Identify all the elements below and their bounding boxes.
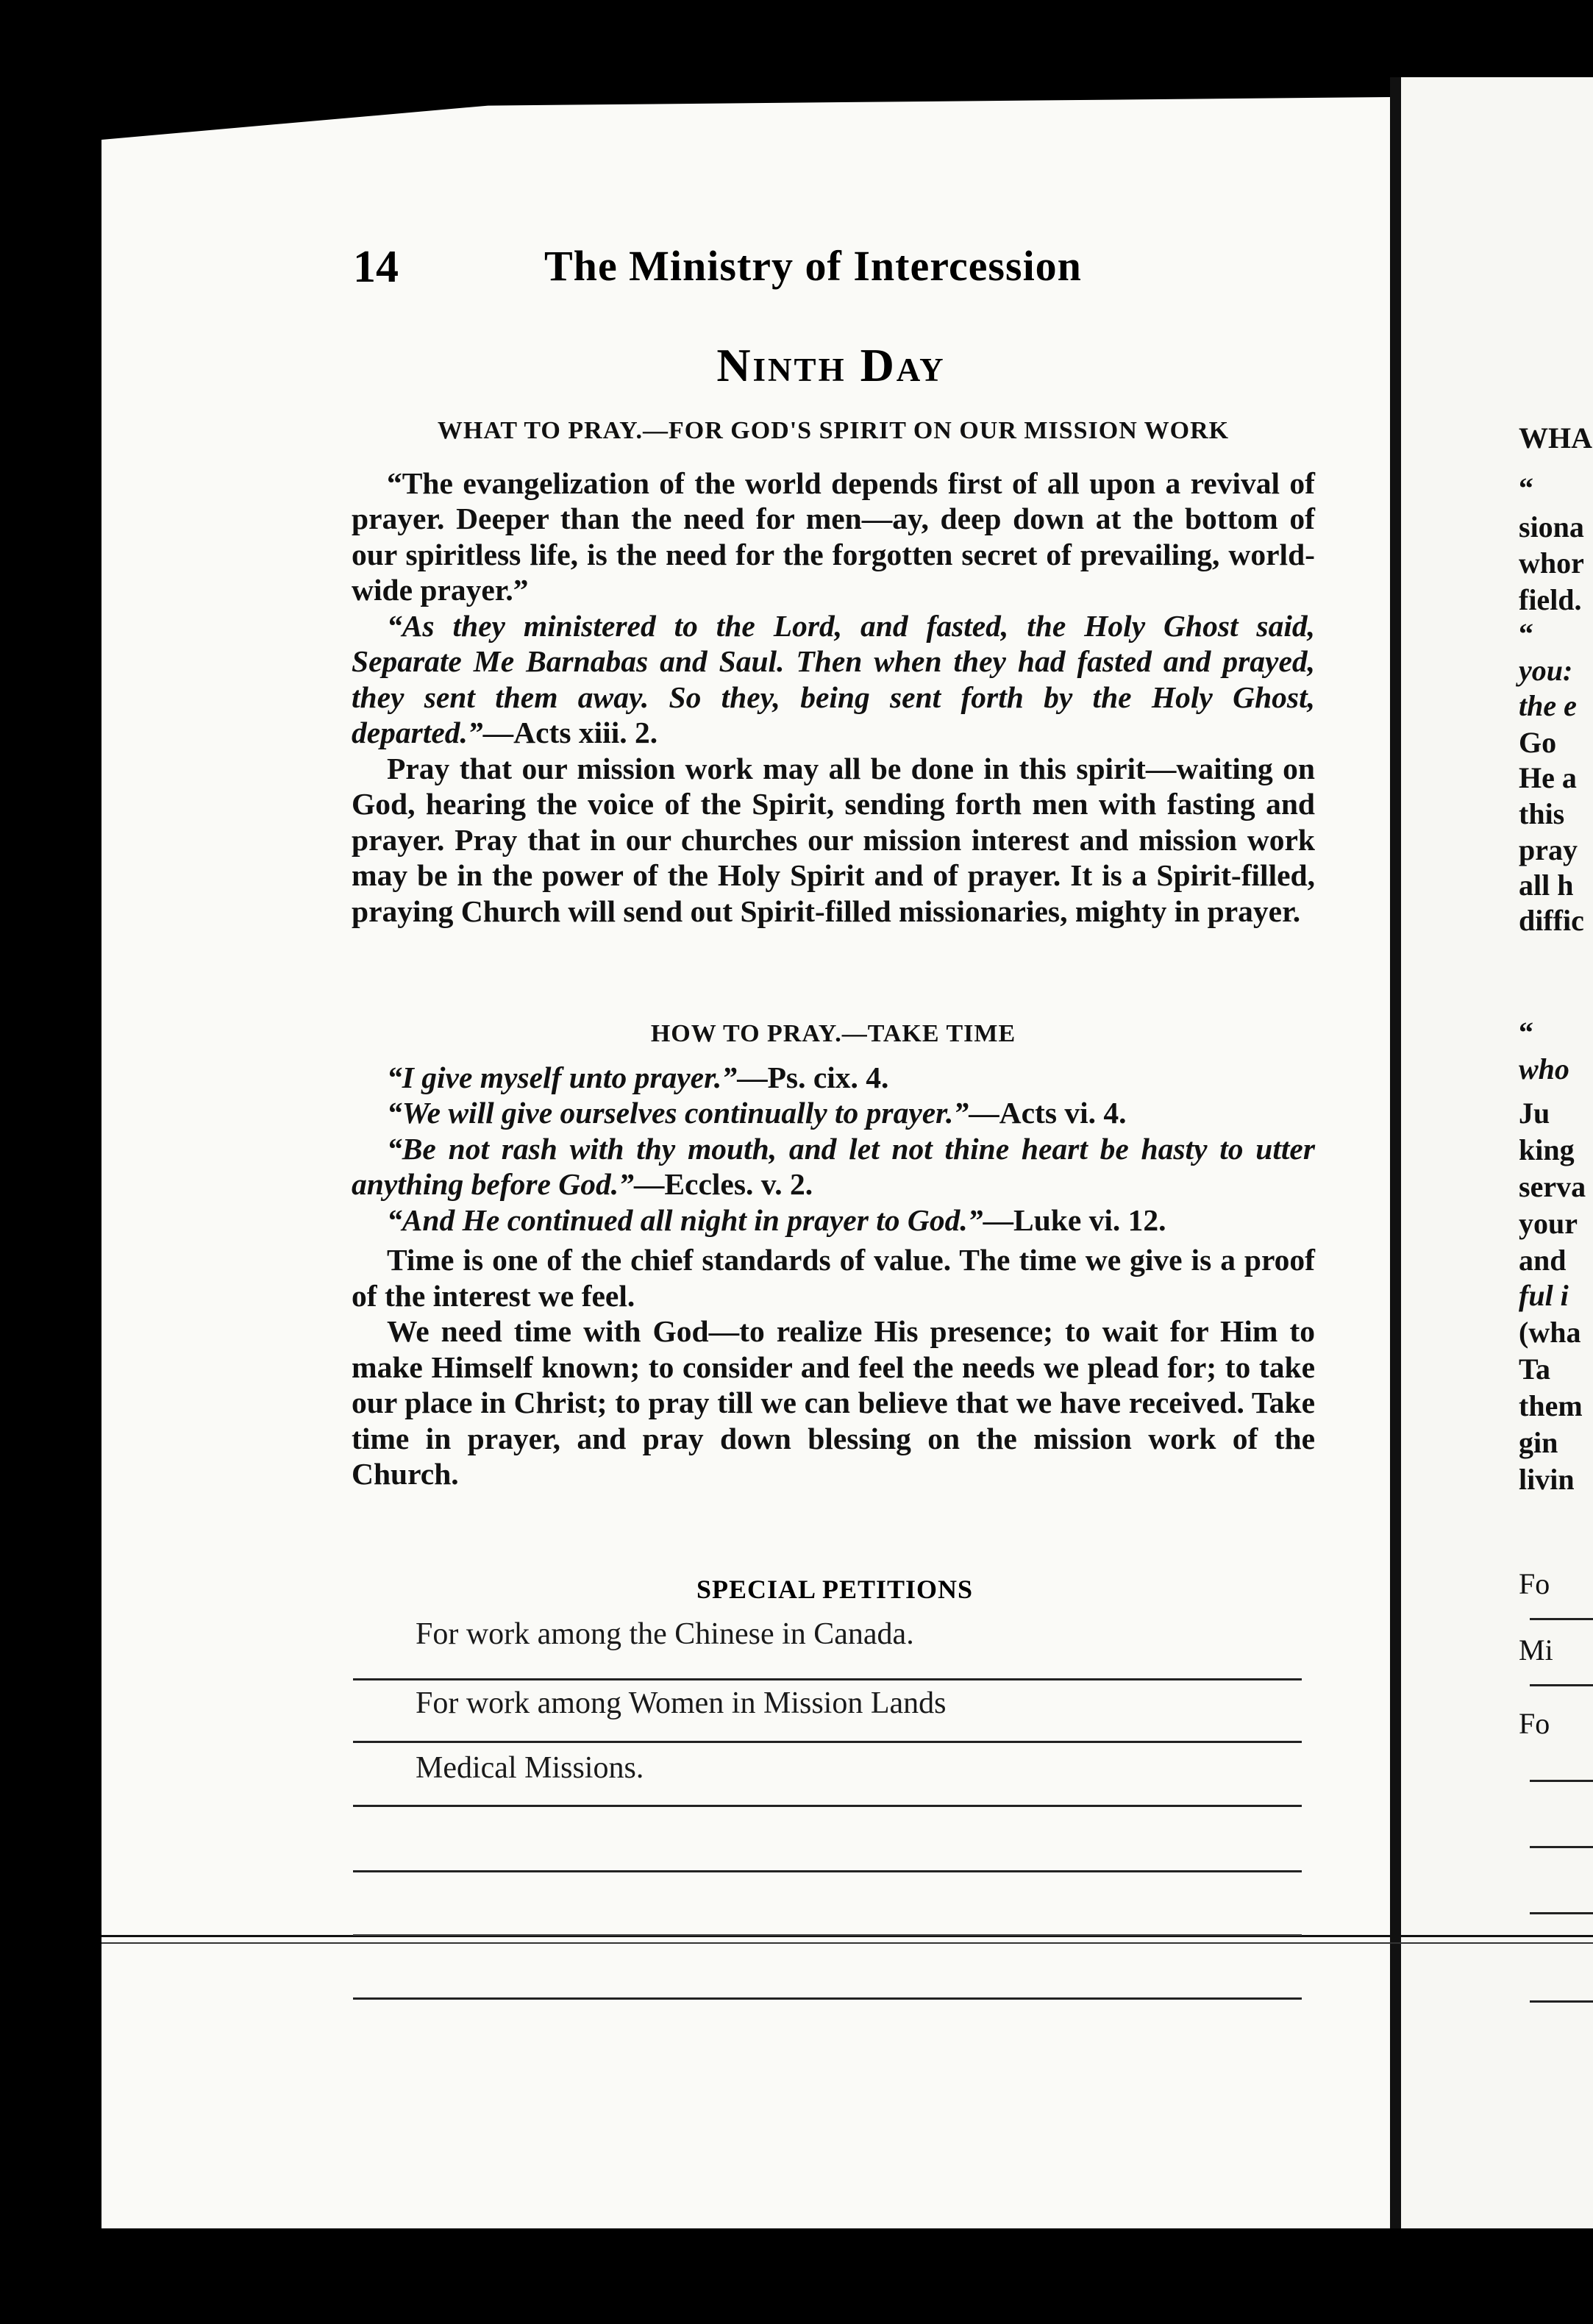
facing-page-fragment: WHA — [1519, 421, 1592, 455]
facing-page-rule — [1530, 1912, 1593, 1914]
page-number: 14 — [353, 242, 399, 292]
facing-page-fragment: field. — [1519, 583, 1582, 616]
facing-page-fragment: “ — [1519, 1016, 1533, 1049]
page-gutter — [1390, 77, 1401, 2228]
facing-page-fragment: “ — [1519, 617, 1533, 650]
facing-page-fragment: the e — [1519, 689, 1577, 722]
facing-page-rule — [1530, 1618, 1593, 1620]
facing-page-fragment: livin — [1519, 1463, 1575, 1496]
facing-page-fragment: Fo — [1519, 1567, 1550, 1600]
scripture-quote — [352, 1202, 1315, 1238]
facing-page-fragment: siona — [1519, 510, 1584, 543]
scan-line-secondary — [101, 1942, 1593, 1944]
facing-page-fragment: this — [1519, 797, 1565, 830]
quote-ref: —Ps. cix. 4. — [737, 1060, 889, 1094]
petition-rule — [353, 1805, 1302, 1807]
acts-quote-ref: —Acts xiii. 2. — [482, 716, 658, 749]
facing-page-fragment: Fo — [1519, 1707, 1550, 1740]
petition-rule — [353, 1997, 1302, 2000]
quote-text: “And He continued all night in prayer to God.” — [387, 1202, 983, 1237]
facing-page-rule — [1530, 1684, 1593, 1686]
facing-page-fragment: He a — [1519, 761, 1577, 794]
facing-page-fragment: serva — [1519, 1170, 1586, 1203]
scripture-quote — [352, 1131, 1315, 1202]
facing-page-fragment: whor — [1519, 546, 1584, 580]
facing-page-fragment: Ju — [1519, 1097, 1550, 1130]
facing-page-fragment: “ — [1519, 471, 1533, 505]
petition-item: For work among the Chinese in Canada. — [416, 1617, 914, 1651]
facing-page-fragment: ful i — [1519, 1279, 1569, 1312]
running-title: The Ministry of Intercession — [544, 242, 1082, 290]
evangelization-quote: “The evangelization of the world depends first of all upon a revival of prayer. Deeper than the need for men—ay, deep down at the bottom of our spiritless life, is the need for the forgotten secret of prevailing, world-wide prayer.” — [352, 466, 1315, 607]
running-head — [353, 235, 1309, 292]
facing-page-fragment: all h — [1519, 869, 1574, 902]
what-to-pray-heading: WHAT TO PRAY.—FOR GOD'S SPIRIT ON OUR MISSION WORK — [437, 417, 1230, 444]
day-title: Ninth Day — [716, 339, 946, 391]
facing-page-fragment: your — [1519, 1207, 1578, 1240]
acts-quote-text: “As they ministered to the Lord, and fasted, the Holy Ghost said, Separate Me Barnabas and Saul. Then when they had fasted and prayed, they sent them away. So they, being sent forth by the Holy Ghost, departed.” — [352, 608, 1315, 749]
facing-page-fragment: them — [1519, 1389, 1583, 1422]
facing-page-fragment: Mi — [1519, 1633, 1553, 1667]
quote-text: “I give myself unto prayer.” — [387, 1060, 738, 1094]
petition-item: For work among Women in Mission Lands — [416, 1686, 947, 1720]
petition-rule — [353, 1678, 1302, 1680]
facing-page-rule — [1530, 1780, 1593, 1782]
special-petitions-heading: SPECIAL PETITIONS — [696, 1575, 974, 1604]
facing-page-fragment: Ta — [1519, 1352, 1551, 1386]
scripture-quote — [352, 1060, 1315, 1096]
facing-page-fragment: king — [1519, 1133, 1575, 1166]
acts-quote — [352, 608, 1315, 751]
quote-text: “Be not rash with thy mouth, and let not thine heart be hasty to utter anything before God.” — [352, 1131, 1315, 1201]
mission-prayer-paragraph: Pray that our mission work may all be done in this spirit—waiting on God, hearing the voice of the Spirit, sending forth men with fasting and prayer. Pray that in our churches our mission interest and mission work may be in the power of the Holy Spirit and of prayer. It is a Spirit-filled, praying Church will send out Spirit-filled missionaries, mighty in prayer. — [352, 751, 1315, 928]
facing-page-fragment: pray — [1519, 833, 1578, 866]
facing-page-fragment: you: — [1519, 654, 1573, 687]
petition-rule — [353, 1934, 1302, 1936]
petition-rule — [353, 1741, 1302, 1743]
facing-page-fragment: and — [1519, 1244, 1567, 1277]
facing-page-fragment: diffic — [1519, 904, 1584, 937]
how-to-pray-section — [352, 1016, 1315, 1492]
time-value-paragraph: Time is one of the chief standards of value. The time we give is a proof of the interest we feel. — [352, 1243, 1315, 1313]
how-to-pray-heading: HOW TO PRAY.—TAKE TIME — [650, 1020, 1016, 1047]
quote-ref: —Luke vi. 12. — [983, 1202, 1166, 1237]
facing-page-rule — [1530, 1846, 1593, 1848]
time-with-god-paragraph: We need time with God—to realize His presence; to wait for Him to make Himself known; to consider and feel the needs we plead for; to take our place in Christ; to pray till we can believe that we have received. Take time in prayer, and pray down blessing on the mission work of the Church. — [352, 1314, 1315, 1491]
facing-page-fragment: Go — [1519, 726, 1557, 759]
quote-ref: —Eccles. v. 2. — [633, 1167, 813, 1201]
facing-page-rule — [1530, 2000, 1593, 2003]
petition-item: Medical Missions. — [416, 1751, 644, 1785]
scripture-quote — [352, 1095, 1315, 1131]
facing-page-fragment: (wha — [1519, 1316, 1581, 1349]
petition-rule — [353, 1870, 1302, 1872]
what-to-pray-section — [352, 413, 1315, 929]
facing-page-fragment: gin — [1519, 1426, 1558, 1459]
facing-page-fragment: who — [1519, 1052, 1569, 1086]
quote-text: “We will give ourselves continually to prayer.” — [387, 1096, 969, 1130]
quote-ref: —Acts vi. 4. — [969, 1096, 1127, 1130]
